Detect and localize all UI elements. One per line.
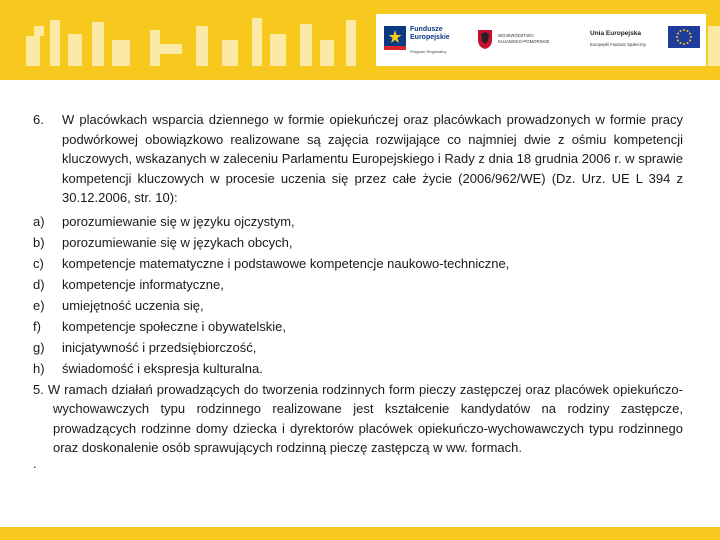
list-item-5: 5. W ramach działań prowadzących do tworzenia rodzinnych form pieczy zastępczej oraz placówek opiekuńczo-wychowawczych typu rodzinnego realizowane jest kształcenie kandydatów na rodziny zastępcze, prowadzących rodzinne domy dziecka i dyrektorów placówek opiekuńczo-wychowawczych typu rodzinnego oraz doskonalenie osób sprawujących rodzinną pieczę zastępczą w ww. formach. bbox=[33, 381, 683, 455]
decor-shape bbox=[50, 20, 60, 66]
sub-item-text: umiejętność uczenia się, bbox=[62, 297, 204, 313]
region-logo-line1: WOJEWÓDZTWO bbox=[498, 33, 534, 38]
sub-item-letter: d) bbox=[33, 276, 45, 292]
sub-item-letter: a) bbox=[33, 213, 45, 229]
decor-shape bbox=[222, 40, 238, 66]
item-text: W placówkach wsparcia dziennego w formie opiekuńczej oraz placówkach prowadzonych w formie pracy podwórkowej obowiązkowo realizowane są zajęcia rozwijające co najmniej dwie z ośmiu kompetencji kluczowych, wskazanych w zaleceniu Parlamentu Europejskiego i Rady z dnia 18 grudnia 2006 r. w sprawie kompetencji kluczowych w procesie uczenia się przez całe życie (2006/962/WE) (Dz. Urz. UE L 394 z 30.12.2006, str. 10): bbox=[62, 112, 683, 205]
logo-strip bbox=[376, 14, 706, 66]
sub-item-text: porozumiewanie się w językach obcych, bbox=[62, 234, 293, 250]
funds-logo-text bbox=[410, 26, 450, 41]
sub-item-a bbox=[33, 212, 683, 233]
eu-logo-title: Unia Europejska bbox=[590, 30, 641, 37]
footer-bar bbox=[0, 527, 720, 540]
decor-shape bbox=[34, 26, 44, 36]
sub-item-text: inicjatywność i przedsiębiorczość, bbox=[62, 339, 257, 355]
eu-logo-sub: Europejski Fundusz Społeczny bbox=[590, 42, 646, 47]
sub-item-letter: e) bbox=[33, 297, 45, 313]
sub-item-f bbox=[33, 317, 683, 338]
trailing-dot: . bbox=[33, 456, 37, 471]
sub-item-c bbox=[33, 254, 683, 275]
decor-shape bbox=[160, 44, 182, 54]
sub-item-letter: h) bbox=[33, 360, 45, 376]
decor-shape bbox=[112, 40, 130, 66]
list-item-6 bbox=[33, 110, 683, 208]
sub-item-text: świadomość i ekspresja kulturalna. bbox=[62, 360, 263, 376]
sub-item-letter: f) bbox=[33, 318, 41, 334]
decor-shape bbox=[68, 34, 82, 66]
sub-item-letter: g) bbox=[33, 339, 45, 355]
decor-shape bbox=[92, 22, 104, 66]
decor-shape bbox=[252, 18, 262, 66]
sub-item-e bbox=[33, 296, 683, 317]
decor-shape bbox=[708, 26, 720, 66]
eu-logo bbox=[588, 22, 702, 60]
sub-item-letter: c) bbox=[33, 255, 44, 271]
decor-shape bbox=[300, 24, 312, 66]
decor-shape bbox=[346, 20, 356, 66]
sub-item-text: kompetencje informatyczne, bbox=[62, 276, 224, 292]
decor-shape bbox=[196, 26, 208, 66]
sub-item-text: kompetencje społeczne i obywatelskie, bbox=[62, 318, 287, 334]
document-body bbox=[33, 110, 683, 458]
decor-shape bbox=[150, 30, 160, 66]
funds-star-icon bbox=[382, 24, 408, 54]
funds-logo-line1: Fundusze bbox=[410, 26, 443, 33]
funds-logo-line2: Europejskie bbox=[410, 33, 450, 41]
sub-item-text: porozumiewanie się w języku ojczystym, bbox=[62, 213, 295, 229]
sub-item-text: kompetencje matematyczne i podstawowe kompetencje naukowo-techniczne, bbox=[62, 255, 510, 271]
sub-item-b bbox=[33, 233, 683, 254]
sub-item-h bbox=[33, 359, 683, 380]
item-number: 6. bbox=[33, 112, 44, 127]
decor-shape bbox=[320, 40, 334, 66]
sub-item-d bbox=[33, 275, 683, 296]
funds-logo-sub: Program Regionalny bbox=[410, 49, 447, 54]
region-crest-icon bbox=[476, 28, 494, 50]
funds-logo bbox=[382, 22, 458, 60]
region-logo bbox=[476, 28, 576, 54]
decor-shape bbox=[270, 34, 286, 66]
region-logo-text bbox=[498, 33, 549, 44]
region-logo-line2: KUJAWSKO-POMORSKIE bbox=[498, 38, 550, 44]
sub-item-g bbox=[33, 338, 683, 359]
header-banner bbox=[0, 0, 720, 80]
decor-shape bbox=[26, 36, 40, 66]
sub-item-letter: b) bbox=[33, 234, 45, 250]
eu-flag-icon bbox=[668, 26, 700, 48]
